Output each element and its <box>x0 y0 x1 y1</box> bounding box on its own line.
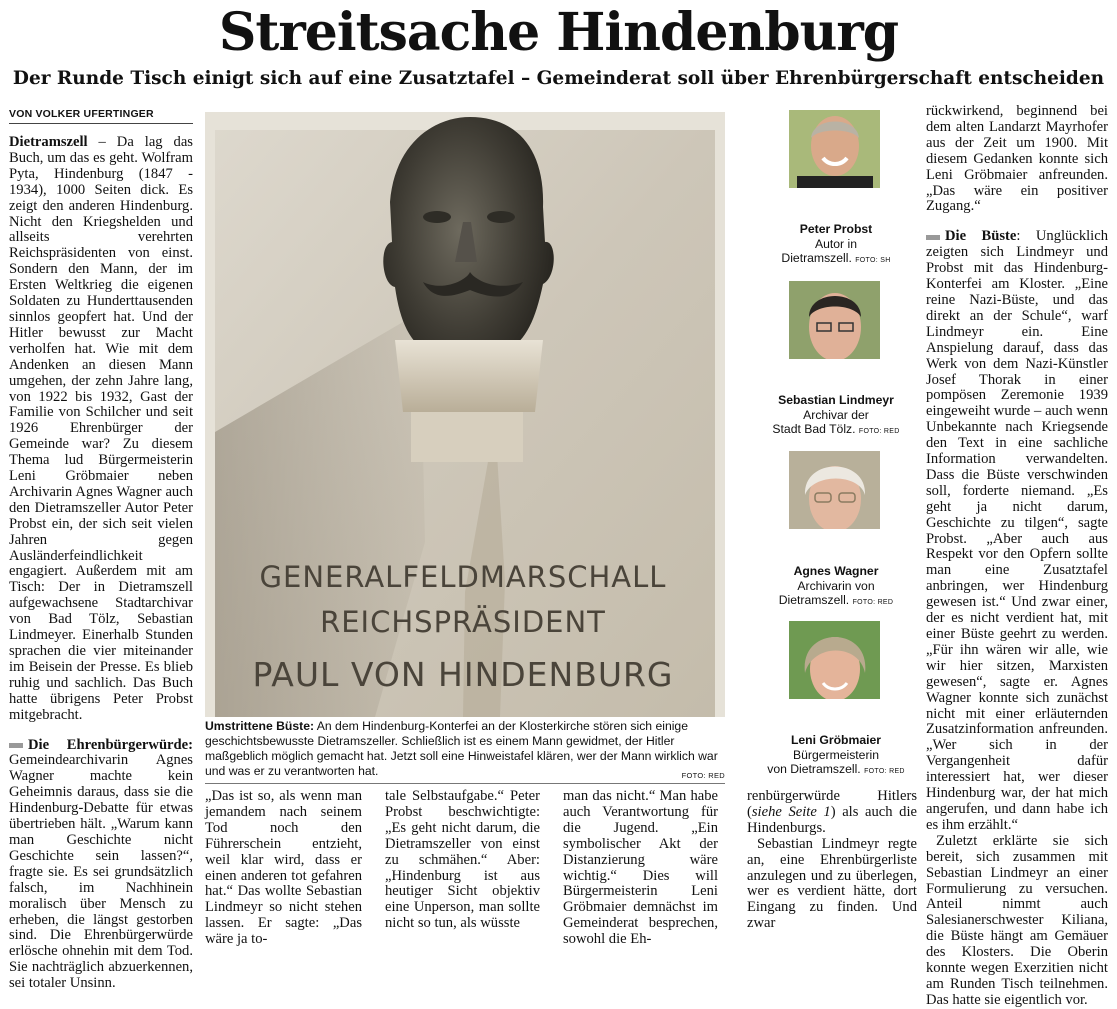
subheadline: Der Runde Tisch einigt sich auf eine Zusatztafel – Gemeinderat soll über Ehrenbürgerschaft entscheiden <box>12 68 1105 89</box>
subhead: Die Büste <box>945 228 1017 245</box>
divider <box>205 783 725 784</box>
subhead-marker <box>9 743 23 748</box>
paragraph: „Das ist so, als wenn man jemandem nach seinem Tod noch den Führerschein entzieht, weil klar wird, dass er einen anderen tot gefahren hat.“ Das wollte Sebastian Lindmeyr so nicht stehen lassen. Er sagte: „Das wäre ja to- <box>205 788 362 948</box>
photo-credit: FOTO: RED <box>864 768 905 776</box>
portrait-image <box>789 281 880 359</box>
paragraph-text: ) als auch die Hindenburgs. <box>747 803 917 836</box>
paragraph-text: renbürgerwürde Hitlers ( <box>747 788 917 820</box>
headline: Streitsache Hindenburg <box>218 2 899 63</box>
portrait-agnes-wagner <box>789 451 880 529</box>
paragraph-text: – Da lag das Buch, um das es geht. Wolfram Pyta, Hindenburg (1847 - 1934), 1000 Seiten dick. Es zeigt den anderen Hindenburg. Nicht den Kriegshelden und allseits verehrten Reichspräsidenten von einst. Sondern den Mann, der im Ersten Weltkrieg die eigenen Soldaten zu Hunderttausenden sinnlos geopfert hat. Und der Hitler bewusst zur Macht verholfen hat. Wie mit dem Andenken an diesen Mann umgehen, der zehn Jahre lang, von 1922 bis 1932, Gast der Familie von Schilcher und seit 1926 Ehrenbürger der Gemeinde war? Zu diesem Thema lud Bürgermeisterin Leni Gröbmaier neben Archivarin Agnes Wagner auch den Dietramszeller Autor Peter Probst ein, der sich seit vielen Jahren gegen Ausländerfeindlichkeit engagiert. Außerdem mit am Tisch: Der in Dietramszell aufgewachsene Stadtarchivar von Bad Tölz, Sebastian Lindmeyer. Einerhalb Stunden sprachen die vier miteinander im Beisein der Presse. Es blieb ruhig und sachlich. Das Buch hatte übrigens Peter Probst mitgebracht. <box>9 134 193 723</box>
portrait-image <box>789 110 880 188</box>
person-name: Sebastian Lindmeyr <box>778 393 894 407</box>
caption-text: An dem Hindenburg-Konterfei an der Klosterkirche stören sich einige geschichtsbewusste Dietramszeller. Schließlich ist es einem Mann gewidmet, der Hitler maßgeblich möglich gemacht hat. Jetzt soll eine Hinweistafel klären, wer der Mann wirklich war und was er zu verantworten hat. <box>205 719 718 778</box>
paragraph <box>747 789 917 837</box>
byline: VON VOLKER UFERTINGER <box>9 108 193 124</box>
article-column-3 <box>385 789 540 932</box>
paragraph-text: Gemeindearchivarin Agnes Wagner machte kein Geheimnis daraus, dass sie die Hindenburg-Debatte für etwas übertrieben hält. „Warum kann man Geschichte nicht Geschichte sein lassen?“, fragte sie. Es sei grundsätzlich falsch, im Nachhinein moralisch über Mensch zu erheben, die längst gestorben sind. Die Ehrenbürgerwürde erlösche ohnehin mit dem Tod. Sie nachträglich abzuerkennen, sei totaler Unsinn. <box>9 752 193 992</box>
photo-credit: FOTO: SH <box>855 257 891 265</box>
article-column-2 <box>205 789 362 948</box>
inscription-line-3: PAUL VON HINDENBURG <box>252 655 674 694</box>
person-name: Agnes Wagner <box>793 564 879 578</box>
portrait-sebastian-lindmeyr <box>789 281 880 359</box>
person-role: Bürgermeisterin <box>792 747 880 762</box>
paragraph: tale Selbstaufgabe.“ Peter Probst beschwichtigte: „Es geht nicht darum, die Dietramszeller von einst zu schmähen.“ Aber: „Hindenburg ist aus heutiger Sicht objektiv eine Unperson, man sollte nicht so tun, als wüsste <box>385 788 540 932</box>
photo-credit: FOTO: RED <box>681 771 725 780</box>
portrait-caption <box>756 393 916 440</box>
paragraph <box>926 229 1108 833</box>
page-reference: siehe Seite 1 <box>751 803 831 820</box>
paragraph: Sebastian Lindmeyr regte an, eine Ehrenbürgerliste anzulegen und zu überlegen, wer es verdient hätte, dort Eingang zu finden. Und zwar <box>747 835 917 932</box>
subhead: Die Ehrenbürgerwürde: <box>28 736 193 753</box>
portrait-caption <box>756 222 916 269</box>
article-column-6 <box>926 104 1108 1009</box>
photo-credit: FOTO: RED <box>858 428 900 436</box>
person-role: Autor in <box>814 236 857 251</box>
article-column-1 <box>9 135 193 992</box>
portrait-leni-groebmaier <box>789 621 880 699</box>
paragraph: man das nicht.“ Man habe auch Verantwortung für die Jugend. „Ein symbolischer Akt der Distanzierung wäre wichtig.“ Dies will Bürgermeisterin Leni Gröbmaier demnächst im Gemeinderat besprechen, sowohl die Eh- <box>563 788 718 948</box>
person-place: Dietramszell. <box>778 593 850 608</box>
inscription-line-2: REICHSPRÄSIDENT <box>320 605 606 639</box>
paragraph-text: : Unglücklich zeigten sich Lindmeyr und Probst mit das Hindenburg-Konterfei am Kloster. „Eine reine Nazi-Büste, und das direkt an der Schule“, warf Lindmeyr ein. Eine Anspielung darauf, dass das Werk von dem Nazi-Künstler Josef Thorak in einer pompösen Zeremonie 1939 eingeweiht wurde – auch wenn Unbekannte nach Kriegsende den Text in eine sachliche Information verwandelten. Dass die Büste verschwinden soll, forderte niemand. „Es geht ja nicht darum, Geschichte zu tilgen“, sagte Probst. „Aber auch aus Respekt vor den Opfern sollte man eine Zusatztafel anbringen, wer Hindenburg gewesen ist.“ Und zwar einer, der es nicht verdient hat, mit einer Büste geehrt zu werden. „Für ihn wären wir alle, wie wir hier sitzen, Marxisten gewesen“, sagte er. Agnes Wagner konnte sich zunächst nicht mit einer erläuternden Zusatzinformation anfreunden. „Wer sich in der Vergangenheit dafür interessiert hat, wer dieser Hindenburg war, der hat mich angerufen, und dann habe ich es ihm erzählt.“ <box>926 228 1108 833</box>
person-place: von Dietramszell. <box>767 762 861 777</box>
photo-credit: FOTO: RED <box>852 599 894 607</box>
caption-lead: Umstrittene Büste: <box>205 719 315 733</box>
paragraph <box>9 135 193 724</box>
bust-illustration <box>205 112 725 717</box>
person-role: Archivarin von <box>797 578 875 593</box>
person-place: Stadt Bad Tölz. <box>772 422 856 437</box>
portrait-peter-probst <box>789 110 880 188</box>
photo-caption <box>205 719 725 783</box>
portrait-image <box>789 451 880 529</box>
hindenburg-bust-photo <box>205 112 725 717</box>
subhead-marker <box>926 235 940 240</box>
portrait-image <box>789 621 880 699</box>
paragraph: Zuletzt erklärte sie sich bereit, sich zusammen mit Sebastian Lindmeyr an einer Formulierung zu versuchen. Anteil nimmt auch Salesianerschwester Kiliana, die Büste hängt am Gemäuer des Klosters. Die Oberin konnte wegen Exerzitien nicht am Runden Tisch teilnehmen. Das hatte sie eigentlich vor. <box>926 832 1108 1008</box>
portrait-caption <box>756 733 916 780</box>
article-column-5 <box>747 789 917 932</box>
article-column-4 <box>563 789 718 948</box>
inscription-line-1: GENERALFELDMARSCHALL <box>259 560 667 594</box>
paragraph: rückwirkend, beginnend bei dem alten Landarzt Mayrhofer aus der Zeit um 1900. Mit diesem Gedanken konnte sich Leni Gröbmaier anfreunden. „Das wäre ein positiver Zugang.“ <box>926 103 1108 215</box>
person-name: Leni Gröbmaier <box>790 733 882 747</box>
person-role: Archivar der <box>803 407 869 422</box>
person-place: Dietramszell. <box>781 251 852 266</box>
paragraph <box>9 738 193 993</box>
dateline: Dietramszell <box>9 134 88 150</box>
portrait-caption <box>756 564 916 611</box>
person-name: Peter Probst <box>799 222 873 236</box>
